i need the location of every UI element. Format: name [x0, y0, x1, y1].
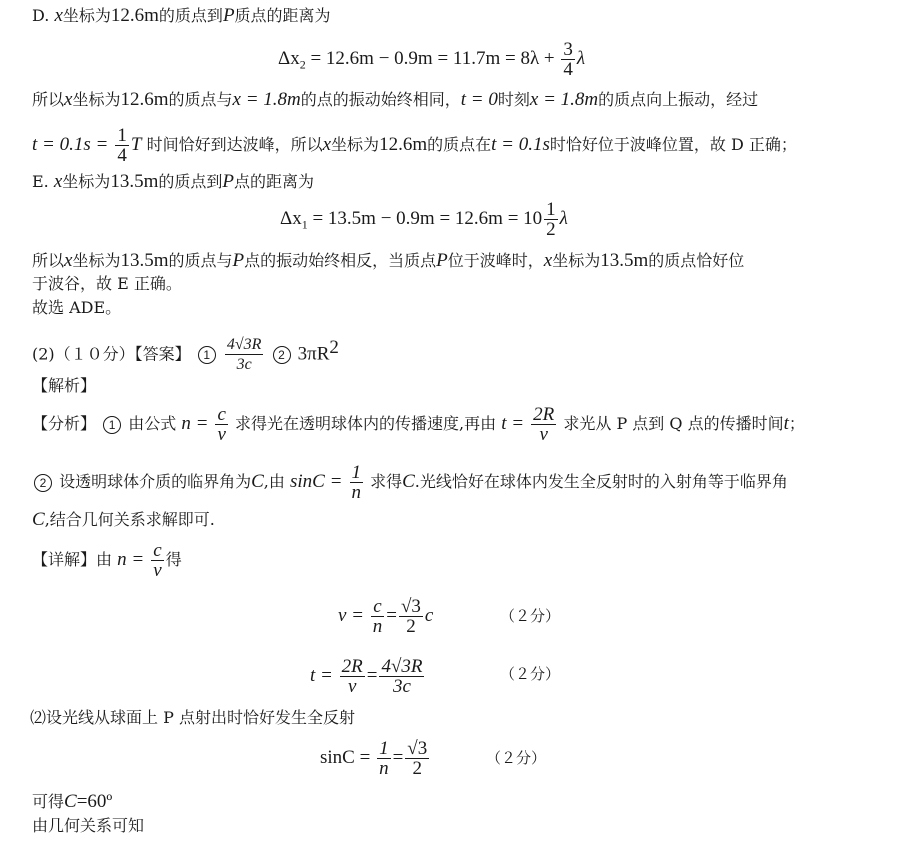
frac-den: 2: [412, 758, 422, 780]
frac-den: 3c: [392, 676, 411, 698]
fraction: [340, 657, 365, 696]
option-d-reason-1: [32, 90, 758, 110]
text: 时间恰好到达波峰，所以: [146, 135, 323, 154]
fraction: [215, 405, 227, 444]
eq-lhs: sinC =: [320, 747, 371, 768]
value: 12.6m: [110, 5, 159, 26]
option-e-line: [32, 172, 314, 192]
text: 所以: [32, 251, 65, 270]
var-x: x: [53, 171, 63, 192]
eq-mid: = 12.6m − 0.9m = 11.7m = 8λ +: [310, 47, 555, 69]
frac-den: 4: [563, 59, 573, 80]
fraction: [405, 739, 429, 778]
eq-lhs: v =: [338, 605, 365, 626]
var: P: [232, 250, 245, 271]
frac-den: v: [539, 424, 548, 445]
var: t: [783, 413, 789, 434]
option-e-reason-1: [32, 251, 744, 271]
score-label: （２分）: [500, 665, 561, 683]
equation-sin: [320, 736, 431, 780]
score-label: （２分）: [486, 749, 547, 767]
eq-lhs: Δx: [280, 207, 302, 229]
var-p: P: [222, 5, 235, 26]
frac-den: v: [347, 676, 357, 698]
var-x: x: [54, 5, 63, 26]
fraction: [350, 463, 364, 502]
eq-mid: = 13.5m − 0.9m = 12.6m = 10: [312, 207, 543, 229]
value: t = 0.1s =: [32, 134, 109, 155]
fenxi-line-3: [32, 510, 215, 530]
frac-den: 4: [117, 145, 127, 166]
equation-dx2: [278, 40, 585, 79]
var: C: [32, 509, 45, 530]
tag: 【分析】: [32, 414, 97, 433]
total-reflection-line: ⑵设光线从球面上 P 点射出时恰好发生全反射: [30, 708, 355, 727]
text: 设透明球体介质的临界角为: [59, 472, 252, 491]
frac-num: 4√3R: [381, 656, 423, 678]
var: x: [64, 89, 73, 110]
frac-num: 2R: [341, 656, 363, 678]
score-label: （２分）: [500, 607, 561, 625]
eq: =: [392, 747, 404, 768]
eq-end: λ: [576, 47, 586, 69]
jiexi-heading: 【解析】: [32, 376, 97, 395]
fraction: [544, 200, 558, 239]
text: 坐标为: [62, 6, 111, 25]
text: 点的振动始终相反，当质点: [244, 251, 437, 270]
text: 的质点到: [158, 6, 223, 25]
frac-num: 4√3R: [226, 336, 262, 354]
text: 的质点与: [168, 90, 233, 109]
text: 可得: [32, 792, 65, 811]
var: C: [64, 791, 77, 812]
equation-v: [338, 594, 433, 638]
text: 坐标为: [72, 251, 121, 270]
text: 位于波峰时，: [447, 251, 544, 270]
text: 求得: [370, 472, 403, 491]
text: 坐标为: [62, 172, 111, 191]
text: 求光从 P 点到 Q 点的传播时间: [563, 414, 784, 433]
value: x = 1.8m: [232, 89, 301, 110]
value: 12.6m: [120, 89, 169, 110]
text: 坐标为: [72, 90, 121, 109]
option-d-reason-2: [32, 126, 797, 165]
text: 坐标为: [331, 135, 380, 154]
var: x: [543, 250, 553, 271]
circled-number-2: 2: [273, 346, 291, 364]
fraction: [531, 405, 556, 444]
text: .光线恰好在球体内发生全反射时的入射角等于临界角: [414, 472, 788, 491]
fraction: [399, 597, 423, 636]
circled-number-1: 1: [103, 416, 121, 434]
eq-end: c: [424, 605, 434, 626]
text: 的质点向上振动，经过: [598, 90, 759, 109]
eq-sub: 1: [301, 217, 308, 232]
frac-num: 1: [379, 738, 389, 760]
value: 13.5m: [110, 171, 159, 192]
last-line: 由几何关系可知: [32, 816, 145, 835]
eq-sub: 2: [299, 57, 306, 72]
var: P: [436, 250, 448, 271]
text: 求得光在透明球体内的传播速度,再由: [235, 414, 497, 433]
text: ；: [788, 414, 805, 433]
text: 的质点在: [427, 135, 492, 154]
frac-den: 2: [546, 219, 556, 240]
eq: sinC =: [289, 471, 343, 492]
value: x = 1.8m: [529, 89, 599, 110]
frac-den: n: [372, 616, 383, 638]
value: =60º: [76, 791, 113, 812]
value: 13.5m: [600, 250, 649, 271]
option-d-label: D.: [32, 6, 50, 25]
fraction: [115, 126, 129, 165]
part2-answer: [32, 330, 339, 374]
frac-num: 1: [351, 462, 361, 483]
option-d-line: [32, 6, 331, 26]
text: 时刻: [497, 90, 530, 109]
xiangjie-line: [32, 540, 182, 580]
frac-num: 1: [546, 199, 556, 220]
equation-t: [310, 654, 426, 698]
fenxi-line-1: [32, 404, 805, 444]
eq-end: λ: [559, 207, 568, 229]
fraction: [225, 335, 264, 374]
text: 坐标为: [552, 251, 601, 270]
frac-den: 2: [406, 616, 416, 638]
frac-num: 1: [117, 125, 127, 146]
frac-num: √3: [400, 596, 421, 618]
var: C: [402, 471, 415, 492]
sup: 2: [329, 337, 339, 358]
frac-den: v: [153, 560, 162, 581]
frac-num: 3: [563, 39, 573, 60]
text: (2)（１０分）【答案】: [32, 344, 191, 364]
choice-line: 故选 ADE。: [32, 298, 122, 317]
value: t = 0.1s: [491, 134, 550, 155]
frac-num: c: [153, 540, 162, 561]
frac-num: √3: [407, 738, 428, 760]
equation-dx1: [280, 200, 568, 239]
var-t: T: [130, 134, 142, 155]
fenxi-line-2: [32, 462, 788, 502]
fraction: [151, 541, 163, 580]
text: 的质点与: [168, 251, 233, 270]
value: t = 0: [460, 89, 498, 110]
var-p: P: [222, 171, 234, 192]
eq: =: [386, 605, 397, 626]
eq: t =: [501, 413, 525, 434]
option-e-label: E.: [32, 172, 49, 191]
text: 质点的距离为: [234, 6, 331, 25]
text: 由公式: [128, 414, 177, 433]
text: ,由: [263, 472, 285, 491]
value: 13.5m: [120, 250, 169, 271]
fraction: [377, 739, 391, 778]
tag: 【详解】由: [32, 550, 113, 569]
frac-num: c: [217, 404, 226, 425]
value: 12.6m: [379, 134, 428, 155]
var: C: [251, 471, 264, 492]
text: 得: [165, 550, 182, 569]
answer-2: 3πR: [297, 343, 330, 365]
frac-num: c: [371, 597, 385, 617]
eq: n =: [181, 413, 209, 434]
fraction: [371, 597, 385, 636]
fraction: [561, 40, 575, 79]
text: ,结合几何关系求解即可.: [44, 510, 215, 529]
text: 时恰好位于波峰位置，故 D 正确；: [549, 135, 797, 154]
circled-number-2: 2: [34, 474, 52, 492]
var: x: [322, 134, 332, 155]
text: 所以: [32, 90, 65, 109]
frac-den: n: [351, 482, 361, 503]
circled-number-1: 1: [198, 346, 216, 364]
frac-den: n: [379, 758, 389, 780]
text: 的质点到: [158, 172, 223, 191]
result-line: [32, 792, 112, 812]
option-e-reason-2: 于波谷，故 E 正确。: [32, 274, 182, 293]
eq-lhs: Δx: [278, 47, 300, 69]
fraction: [379, 657, 424, 696]
eq: =: [366, 665, 378, 686]
var: x: [64, 250, 73, 271]
text: 的点的振动始终相同，: [300, 90, 461, 109]
frac-num: 2R: [533, 404, 555, 425]
text: 的质点恰好位: [648, 251, 745, 270]
text: 点的距离为: [233, 172, 314, 191]
eq-lhs: t =: [310, 665, 333, 686]
frac-den: v: [217, 424, 226, 445]
eq: n =: [117, 549, 145, 570]
frac-den: 3c: [236, 356, 252, 374]
